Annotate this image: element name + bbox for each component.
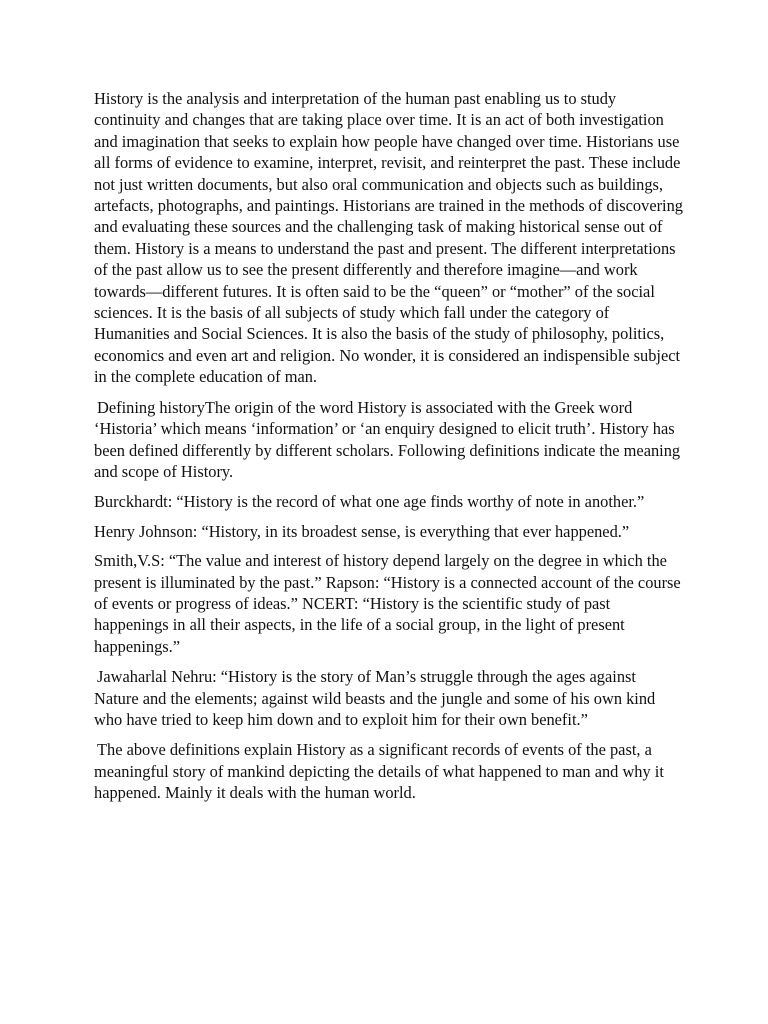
paragraph-defining-history: Defining historyThe origin of the word History is associated with the Greek word ‘Historia’ which means ‘information’ or ‘an enquiry designed to elicit truth’. History has been defined differently by different scholars. Following definitions indicate the meaning and scope of History.	[94, 397, 681, 481]
paragraph-intro: History is the analysis and interpretation of the human past enabling us to study continuity and changes that are taking place over time. It is an act of both investigation and imagination that seeks to explain how people have changed over time. Historians use all forms of evidence to examine, interpret, revisit, and reinterpret the past. These include not just written documents, but also oral communication and objects such as buildings, artefacts, photographs, and paintings. Historians are trained in the methods of discovering and evaluating these sources and the challenging task of making historical sense out of them. History is a means to understand the past and present. The different interpretations of the past allow us to see the present differently and therefore imagine—and work towards—different futures. It is often said to be the “queen” or “mother” of the social sciences. It is the basis of all subjects of study which fall under the category of Humanities and Social Sciences. It is also the basis of the study of philosophy, politics, economics and even art and religion. No wonder, it is considered an indispensible subject in the complete education of man.	[94, 89, 683, 387]
document-page	[94, 88, 684, 813]
paragraph-henry-johnson: Henry Johnson: “History, in its broadest sense, is everything that ever happened.”	[94, 521, 630, 541]
paragraph-smith-rapson-ncert: Smith,V.S: “The value and interest of history depend largely on the degree in which the present is illuminated by the past.” Rapson: “History is a connected account of the course of events or progress of ideas.” NCERT: “History is the scientific study of past happenings in all their aspects, in the life of a social group, in the light of present happenings.”	[94, 551, 681, 656]
paragraph-burckhardt: Burckhardt: “History is the record of what one age finds worthy of note in another.”	[94, 492, 645, 512]
paragraph-conclusion: The above definitions explain History as a significant records of events of the past, a meaningful story of mankind depicting the details of what happened to man and why it happened. Mainly it deals with the human world.	[94, 740, 664, 803]
paragraph-nehru: Jawaharlal Nehru: “History is the story of Man’s struggle through the ages against Nature and the elements; against wild beasts and the jungle and some of his own kind who have tried to keep him down and to exploit him for their own benefit.”	[94, 667, 656, 729]
